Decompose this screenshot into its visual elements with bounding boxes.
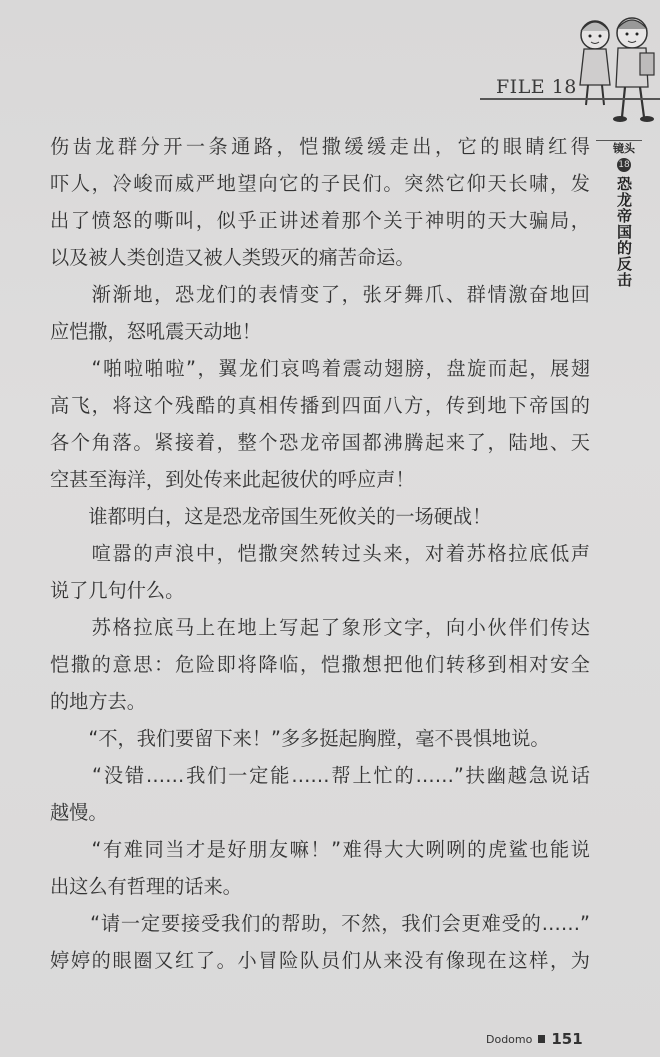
chapter-title: 恐龙帝国的反击 [615, 176, 633, 288]
page-header [490, 76, 580, 98]
text-line: “请一定要接受我们的帮助，不然，我们会更难受的……” [50, 912, 590, 935]
mascot-illustration [570, 5, 660, 130]
text-line: 高飞，将这个残酷的真相传播到四面八方，传到地下帝国的 [50, 394, 590, 417]
text-line: 伤齿龙群分开一条通路，恺撒缓缓走出，它的眼睛红得 [50, 135, 590, 158]
chapter-sidebar [604, 142, 644, 288]
text-line: 恺撒的意思：危险即将降临，恺撒想把他们转移到相对安全 [50, 653, 590, 676]
header-rule [480, 98, 660, 100]
text-line: “啪啦啪啦”，翼龙们哀鸣着震动翅膀，盘旋而起，展翅 [50, 357, 590, 380]
text-line: 婷婷的眼圈又红了。小冒险队员们从来没有像现在这样，为 [50, 949, 590, 972]
series-label: 镜头 [613, 142, 635, 155]
text-line: 各个角落。紧接着，整个恐龙帝国都沸腾起来了，陆地、天 [50, 431, 590, 454]
body-text [50, 128, 590, 979]
text-line: 出这么有哲理的话来。 [50, 875, 242, 898]
page-footer [486, 1030, 583, 1048]
page-number: 151 [551, 1030, 583, 1048]
text-line: “不，我们要留下来！”多多挺起胸膛，毫不畏惧地说。 [50, 727, 550, 750]
text-line: 谁都明白，这是恐龙帝国生死攸关的一场硬战！ [50, 505, 492, 528]
text-line: 应恺撒，怒吼震天动地！ [50, 320, 262, 343]
footer-brand: Dodomo [486, 1032, 533, 1046]
file-label: FILE 18 [496, 76, 577, 98]
chapter-number-badge: 18 [618, 160, 630, 170]
text-line: 越慢。 [50, 801, 108, 824]
text-line: 渐渐地，恐龙们的表情变了，张牙舞爪、群情激奋地回 [50, 283, 590, 306]
text-line: 喧嚣的声浪中，恺撒突然转过头来，对着苏格拉底低声 [50, 542, 590, 565]
text-line: 说了几句什么。 [50, 579, 185, 602]
text-line: “没错……我们一定能……帮上忙的……”扶幽越急说话 [50, 764, 590, 787]
text-line: 空甚至海洋，到处传来此起彼伏的呼应声！ [50, 468, 415, 491]
text-line: 苏格拉底马上在地上写起了象形文字，向小伙伴们传达 [50, 616, 590, 639]
text-line: “有难同当才是好朋友嘛！”难得大大咧咧的虎鲨也能说 [50, 838, 590, 861]
text-line: 吓人，冷峻而威严地望向它的子民们。突然它仰天长啸，发 [50, 172, 590, 195]
sidebar-rule [596, 140, 642, 141]
footer-square-icon [538, 1035, 545, 1043]
text-line: 以及被人类创造又被人类毁灭的痛苦命运。 [50, 246, 415, 269]
text-line: 出了愤怒的嘶叫，似乎正讲述着那个关于神明的天大骗局， [50, 209, 590, 232]
text-line: 的地方去。 [50, 690, 146, 713]
